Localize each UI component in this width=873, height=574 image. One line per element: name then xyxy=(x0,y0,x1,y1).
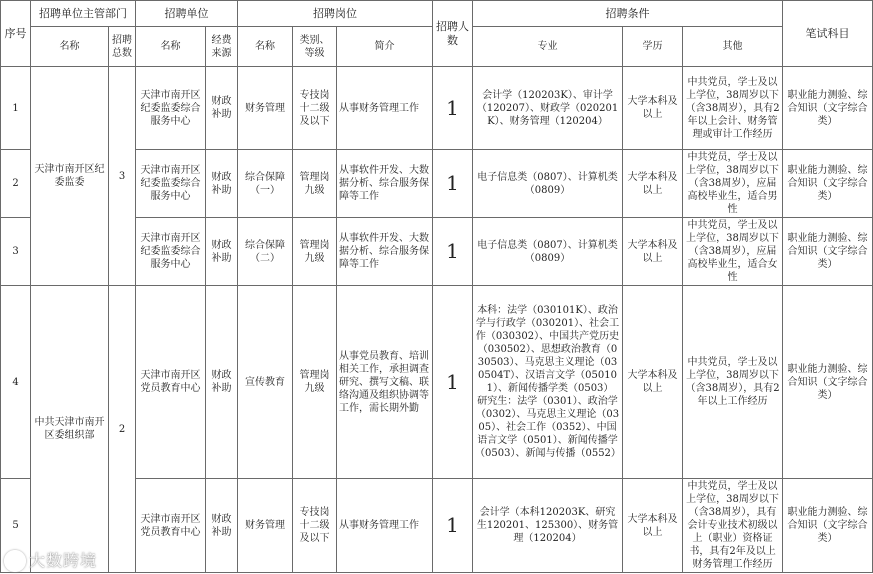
header-dept-name: 名称 xyxy=(31,27,109,67)
other-conditions: 中共党员，学士及以上学位，38周岁以下（含38周岁），具有2年以上工作经历 xyxy=(683,286,783,479)
dept-total: 2 xyxy=(109,286,136,573)
other-conditions: 中共党员，学士及以上学位，38周岁以下（含38周岁），应届高校毕业生，适合男性 xyxy=(683,150,783,218)
table-row xyxy=(1,286,873,479)
row-seq: 5 xyxy=(1,479,31,573)
dept-total: 3 xyxy=(109,67,136,286)
post-desc: 从事软件开发、大数据分析、综合服务保障等工作 xyxy=(337,218,433,286)
major: 电子信息类（0807）、计算机类（0809） xyxy=(473,218,623,286)
unit-name: 天津市南开区党员教育中心 xyxy=(136,286,206,479)
watermark-text: 大数跨境 xyxy=(29,550,98,570)
post-level: 专技岗十二级及以下 xyxy=(293,479,337,573)
exam-subjects: 职业能力测验、综合知识（文字综合类） xyxy=(783,218,873,286)
education: 大学本科及以上 xyxy=(623,67,683,150)
major: 电子信息类（0807）、计算机类（0809） xyxy=(473,150,623,218)
other-conditions: 中共党员，学士及以上学位，38周岁以下（含38周岁），具有会计专业技术初级以上（职业）资格证书，具有2年及以上财务管理工作经历 xyxy=(683,479,783,573)
unit-name: 天津市南开区党员教育中心 xyxy=(136,479,206,573)
post-name: 宣传教育 xyxy=(238,286,293,479)
header-post-level: 类别、等级 xyxy=(293,27,337,67)
header-seq: 序号 xyxy=(1,1,31,67)
dept-name: 天津市南开区纪委监委 xyxy=(31,67,109,286)
unit-funding: 财政补助 xyxy=(206,286,238,479)
header-cond-group: 招聘条件 xyxy=(473,1,783,27)
education: 大学本科及以上 xyxy=(623,286,683,479)
post-name: 综合保障（一） xyxy=(238,150,293,218)
post-level: 管理岗九级 xyxy=(293,286,337,479)
recruit-count: 1 xyxy=(433,286,473,479)
recruit-count: 1 xyxy=(433,479,473,573)
post-name: 财务管理 xyxy=(238,479,293,573)
recruit-count: 1 xyxy=(433,67,473,150)
header-major: 专业 xyxy=(473,27,623,67)
exam-subjects: 职业能力测验、综合知识（文字综合类） xyxy=(783,150,873,218)
post-desc: 从事软件开发、大数据分析、综合服务保障等工作 xyxy=(337,150,433,218)
row-seq: 1 xyxy=(1,67,31,150)
watermark xyxy=(4,548,97,573)
header-exam: 笔试科目 xyxy=(783,1,873,67)
major: 会计学（120203K）、审计学（120207）、财政学（020201K）、财务管理（120204） xyxy=(473,67,623,150)
dept-name: 中共天津市南开区委组织部 xyxy=(31,286,109,573)
header-post-name: 名称 xyxy=(238,27,293,67)
header-education: 学历 xyxy=(623,27,683,67)
unit-funding: 财政补助 xyxy=(206,479,238,573)
row-seq: 3 xyxy=(1,218,31,286)
education: 大学本科及以上 xyxy=(623,218,683,286)
header-unit-name: 名称 xyxy=(136,27,206,67)
post-desc: 从事财务管理工作 xyxy=(337,479,433,573)
major: 本科：法学（030101K）、政治学与行政学（030201）、社会工作（030302）、中国共产党历史（030502）、思想政治教育（030503）、马克思主义理论（030504T）、汉语言文学（050101）、新闻传播学类（0503） 研究生：法学（0301）、政治学（0302）、马克思主义理论（0305）、社会工作（0352）、中国语言文学（0501）、新闻传播学（0503）、新闻与传播（0552） xyxy=(473,286,623,479)
table-row xyxy=(1,67,873,150)
row-seq: 2 xyxy=(1,150,31,218)
unit-funding: 财政补助 xyxy=(206,150,238,218)
post-desc: 从事党员教育、培训相关工作，承担调查研究、撰写文稿、联络沟通及组织协调等工作，需长期外勤 xyxy=(337,286,433,479)
education: 大学本科及以上 xyxy=(623,479,683,573)
recruit-count: 1 xyxy=(433,218,473,286)
header-post-desc: 简介 xyxy=(337,27,433,67)
post-desc: 从事财务管理工作 xyxy=(337,67,433,150)
post-level: 管理岗九级 xyxy=(293,150,337,218)
post-name: 财务管理 xyxy=(238,67,293,150)
education: 大学本科及以上 xyxy=(623,150,683,218)
unit-name: 天津市南开区纪委监委综合服务中心 xyxy=(136,67,206,150)
header-count: 招聘人数 xyxy=(433,1,473,67)
unit-name: 天津市南开区纪委监委综合服务中心 xyxy=(136,150,206,218)
post-level: 专技岗十二级及以下 xyxy=(293,67,337,150)
unit-funding: 财政补助 xyxy=(206,218,238,286)
header-dept-total: 招聘总数 xyxy=(109,27,136,67)
header-unit-funding: 经费来源 xyxy=(206,27,238,67)
other-conditions: 中共党员，学士及以上学位，38周岁以下（含38周岁），具有2年以上会计、财务管理或审计工作经历 xyxy=(683,67,783,150)
recruit-count: 1 xyxy=(433,150,473,218)
header-post-group: 招聘岗位 xyxy=(238,1,433,27)
exam-subjects: 职业能力测验、综合知识（文字综合类） xyxy=(783,286,873,479)
watermark-logo-icon xyxy=(4,550,26,572)
unit-funding: 财政补助 xyxy=(206,67,238,150)
header-other: 其他 xyxy=(683,27,783,67)
row-seq: 4 xyxy=(1,286,31,479)
post-level: 管理岗九级 xyxy=(293,218,337,286)
post-name: 综合保障（二） xyxy=(238,218,293,286)
unit-name: 天津市南开区纪委监委综合服务中心 xyxy=(136,218,206,286)
header-dept-group: 招聘单位主管部门 xyxy=(31,1,136,27)
other-conditions: 中共党员，学士及以上学位，38周岁以下（含38周岁），应届高校毕业生，适合女性 xyxy=(683,218,783,286)
header-unit-group: 招聘单位 xyxy=(136,1,238,27)
exam-subjects: 职业能力测验、综合知识（文字综合类） xyxy=(783,479,873,573)
major: 会计学（本科120203K、研究生120201、125300）、财务管理（120204） xyxy=(473,479,623,573)
exam-subjects: 职业能力测验、综合知识（文字综合类） xyxy=(783,67,873,150)
